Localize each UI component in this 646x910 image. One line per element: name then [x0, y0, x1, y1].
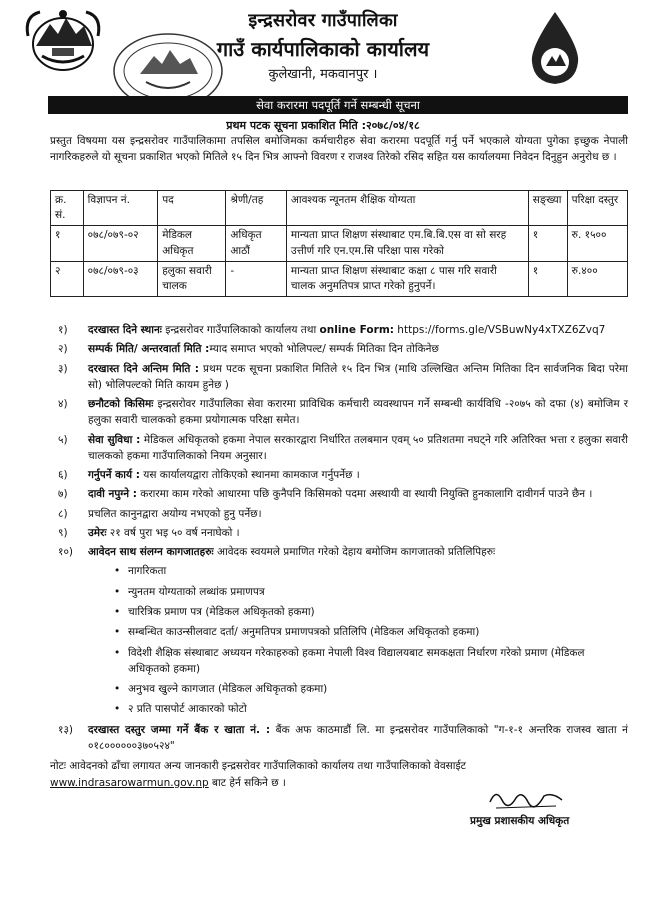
- condition-item: [58, 544, 628, 560]
- condition-item: [58, 322, 628, 338]
- list-item: • विदेशी शैक्षिक संस्थाबाट अध्ययन गरेकाहरुको हकमा नेपाली विश्व विद्यालयबाट समकक्षता निर्धारण गरेको प्रमाण (मेडिकल अधिकृतको हकमा): [128, 645, 628, 678]
- condition-text: प्रचलित कानुनद्वारा अयोग्य नभएको हुनु पर्नेछ।: [88, 507, 262, 520]
- signature-icon: [486, 784, 566, 814]
- condition-number: २): [58, 343, 68, 356]
- condition-item: [58, 341, 628, 357]
- condition-label-online: online Form:: [319, 324, 394, 336]
- condition-number: १): [58, 324, 68, 336]
- notice-title: सेवा करारमा पदपूर्ति गर्ने सम्बन्धी सूचना: [48, 96, 628, 114]
- condition-text: बैंक अफ काठमाडौं लि. मा इन्द्रसरोवर गाउँपालिकाको "ग-१-१ अन्तरिक राजस्व खाता नं ०१८००००००३७०५२४": [88, 723, 628, 752]
- conditions-list: [58, 322, 628, 757]
- cell-count: १: [528, 226, 567, 261]
- condition-text: यस कार्यालयद्वारा तोकिएको स्थानमा कामकाज गर्नुपर्नेछ ।: [139, 469, 360, 482]
- condition-label: दरखास्त दिने अन्तिम मिति :: [88, 362, 199, 375]
- condition-number: ९): [58, 526, 68, 539]
- signer-title: प्रमुख प्रशासकीय अधिकृत: [470, 815, 570, 827]
- condition-item: [58, 361, 628, 394]
- cell-qualification: मान्यता प्राप्त शिक्षण संस्थाबाट एम.बि.बि.एस वा सो सरह उत्तीर्ण गरि एन.एम.सि परिक्षा पास गरेको: [286, 226, 528, 261]
- online-form-link[interactable]: https://forms.gle/VSBuwNy4xTXZ6Zvq7: [393, 324, 606, 336]
- list-item: • चारित्रिक प्रमाण पत्र (मेडिकल अधिकृतको हकमा): [128, 604, 628, 620]
- condition-label: दरखास्त दिने स्थानः: [88, 324, 162, 336]
- vacancy-table: [50, 190, 628, 297]
- cell-post: मेडिकल अधिकृत: [158, 226, 226, 261]
- condition-label: गर्नुपर्ने कार्य :: [88, 469, 140, 482]
- header-grade: श्रेणी/तह: [226, 191, 286, 226]
- header-count: सङ्ख्या: [528, 191, 567, 226]
- condition-label: दावी नपुग्ने :: [88, 488, 137, 501]
- header-qualification: आवश्यक न्यूनतम शैक्षिक योग्यता: [286, 191, 528, 226]
- cell-serial: १: [51, 226, 84, 261]
- website-link[interactable]: www.indrasarowarmun.gov.np: [50, 776, 209, 789]
- condition-item: [58, 467, 628, 483]
- condition-number: १०): [58, 546, 74, 559]
- condition-item: [58, 722, 628, 755]
- list-item: • नागरिकता: [128, 563, 628, 579]
- note-text: नोटः आवेदनको ढाँचा लगायत अन्य जानकारी इन्द्रसरोवर गाउँपालिकाको कार्यालय तथा गाउँपालिकाको वेवसाईट: [50, 760, 466, 772]
- cell-grade: -: [226, 261, 286, 296]
- cell-qualification: मान्यता प्राप्त शिक्षण संस्थाबाट कक्षा ८ पास गरि सवारी चालक अनुमतिपत्र प्राप्त गरेको हुनुपर्ने।: [286, 261, 528, 296]
- cell-fee: रु.४००: [567, 261, 627, 296]
- table-row: [51, 261, 628, 296]
- municipality-name: इन्द्रसरोवर गाउँपालिका: [248, 10, 398, 31]
- condition-item: [58, 506, 628, 522]
- condition-label: दरखास्त दस्तुर जम्मा गर्ने बैंक र खाता नं. :: [88, 723, 271, 736]
- table-row: [51, 226, 628, 261]
- condition-text: म्याद समाप्त भएको भोलिपल्ट/ सम्पर्क मितिका दिन तोकिनेछ: [209, 343, 439, 356]
- condition-label: सम्पर्क मिति/ अन्तरवार्ता मिति :: [88, 343, 210, 356]
- condition-number: १३): [58, 723, 74, 736]
- condition-item: [58, 486, 628, 502]
- condition-text: प्रथम पटक सूचना प्रकाशित मितिले १५ दिन भित्र (माथि उल्लिखित अन्तिम मितिका दिन सार्वजनिक बिदा परेमा सो) भोलिपल्टको मिति कायम हुनेछ ): [88, 362, 628, 391]
- cell-count: १: [528, 261, 567, 296]
- condition-text: करारमा काम गरेको आधारमा पछि कुनैपनि किसिमको पदमा अस्थायी वा स्थायी नियुक्ति हुनकालागि दावीगर्न पाउने छैन ।: [136, 488, 593, 501]
- header-serial: क्र. सं.: [51, 191, 84, 226]
- condition-item: [58, 396, 628, 429]
- cell-serial: २: [51, 261, 84, 296]
- condition-item: [58, 525, 628, 541]
- cell-advert-no: ०७८/०७९-०३: [83, 261, 158, 296]
- condition-number: ७): [58, 488, 68, 501]
- publish-date: प्रथम पटक सूचना प्रकाशित मिति :२०७८/०४/१८: [226, 119, 420, 132]
- intro-paragraph: प्रस्तुत विषयमा यस इन्द्रसरोवर गाउँपालिकामा तपसिल बमोजिमका कर्मचारीहरु सेवा करारमा पदपूर्ति गर्नु पर्ने भएकाले योग्यता पुगेका इच्छुक नेपाली नागरिकहरुले यो सूचना प्रकाशित भएको मितिले १५ दिन भित्र आफ्नो विवरण र राजश्व तिरेको रसिद सहित यस कार्यालयमा निवेदन दिनुहुन अनुरोध छ ।: [50, 135, 628, 163]
- condition-label: सेवा सुविधा :: [88, 433, 141, 446]
- condition-number: ३): [58, 362, 68, 375]
- list-item: • २ प्रति पासपोर्ट आकारको फोटो: [128, 701, 628, 717]
- header-fee: परिक्षा दस्तुर: [567, 191, 627, 226]
- condition-label: उमेरः: [88, 526, 107, 539]
- condition-text: इन्द्रसरोवर गाउँपालिका सेवा करारमा प्राविधिक कर्मचारी व्यवस्थापन गर्ने सम्बन्धी कार्यविधि -२०७५ को दफा (४) बमोजिम र हलुका सवारी चालकको हकमा प्रयोगात्मक परिक्षा समेत।: [88, 398, 628, 427]
- list-item: • न्युनतम योग्यताको लब्धांक प्रमाणपत्र: [128, 584, 628, 600]
- list-item: • अनुभव खुल्ने कागजात (मेडिकल अधिकृतको हकमा): [128, 681, 628, 697]
- condition-text: आवेदक स्वयमले प्रमाणित गरेको देहाय बमोजिम कागजातको प्रतिलिपिहरुः: [213, 546, 496, 559]
- condition-label: छनौटको किसिमः: [88, 398, 154, 411]
- condition-number: ६): [58, 469, 68, 482]
- condition-number: ८): [58, 507, 68, 520]
- list-item: • सम्बन्धित काउन्सीलवाट दर्ता/ अनुमतिपत्र प्रमाणपत्रको प्रतिलिपि (मेडिकल अधिकृतको हकमा): [128, 624, 628, 640]
- condition-item: [58, 432, 628, 465]
- office-name: गाउँ कार्यपालिकाको कार्यालय: [216, 37, 430, 61]
- header-post: पद: [158, 191, 226, 226]
- condition-text: इन्द्रसरोवर गाउँपालिकाको कार्यालय तथा: [161, 324, 320, 336]
- cell-grade: अधिकृत आठौं: [226, 226, 286, 261]
- condition-number: ५): [58, 433, 68, 446]
- office-address: कुलेखानी, मकवानपुर ।: [268, 67, 378, 82]
- condition-number: ४): [58, 398, 68, 411]
- cell-fee: रु. १५००: [567, 226, 627, 261]
- cell-advert-no: ०७८/०७९-०२: [83, 226, 158, 261]
- cell-post: हलुका सवारी चालक: [158, 261, 226, 296]
- header-advert-no: विज्ञापन नं.: [83, 191, 158, 226]
- condition-label: आवेदन साथ संलग्न कागजातहरुः: [88, 546, 214, 559]
- condition-text: मेडिकल अधिकृतको हकमा नेपाल सरकारद्वारा निर्धारित तलबमान एवम् ५० प्रतिशतमा नघट्ने गरि अतिरिक्त भत्ता र हलुका सवारी चालकको हकमा गाउँपालिकाको नियम अनुसार।: [88, 433, 628, 462]
- condition-text: २१ वर्ष पुरा भइ ५० वर्ष ननाघेको ।: [106, 526, 240, 539]
- documents-list: [58, 563, 628, 717]
- note-end-text: बाट हेर्न सकिने छ ।: [208, 776, 286, 789]
- table-header-row: [51, 191, 628, 226]
